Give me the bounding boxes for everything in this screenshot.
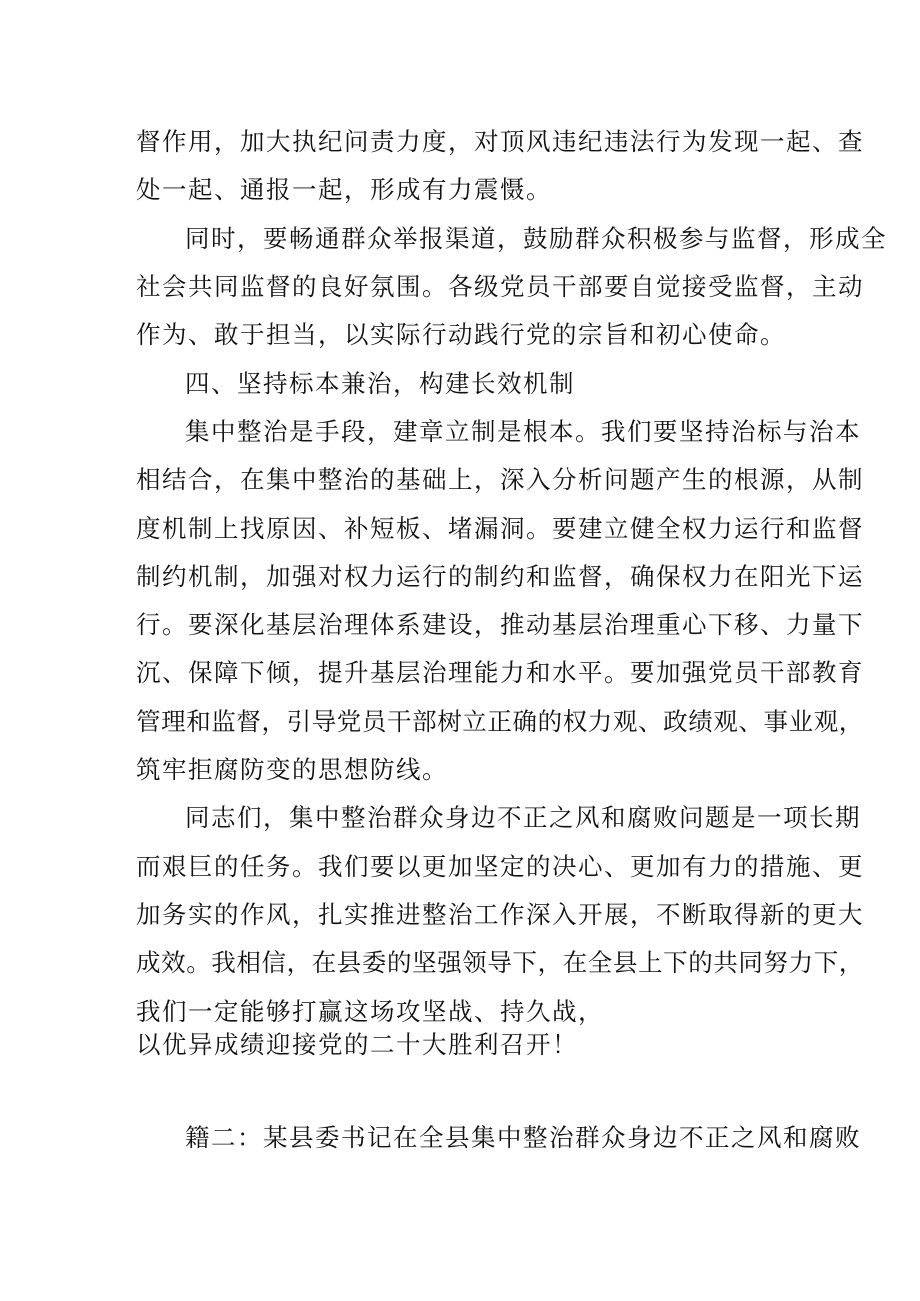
body-text-line: 相结合，在集中整治的基础上，深入分析问题产生的根源，从制 [136, 465, 864, 494]
body-text-line: 筑牢拒腐防变的思想防线。 [136, 755, 448, 784]
body-text-line: 行。要深化基层治理体系建设，推动基层治理重心下移、力量下 [136, 610, 864, 639]
body-text-line: 管理和监督，引导党员干部树立正确的权力观、政绩观、事业观， [136, 707, 864, 736]
body-text-line: 我们一定能够打赢这场攻坚战、持久战， [136, 997, 604, 1026]
body-text-line: 以优异成绩迎接党的二十大胜利召开！ [136, 1030, 578, 1059]
body-text-line: 而艰巨的任务。我们要以更加坚定的决心、更加有力的措施、更 [136, 852, 864, 881]
article-title-line: 籍二：某县委书记在全县集中整治群众身边不正之风和腐败 [185, 1123, 861, 1152]
body-text-line: 沉、保障下倾，提升基层治理能力和水平。要加强党员干部教育 [136, 658, 864, 687]
body-text-line: 制约机制，加强对权力运行的制约和监督，确保权力在阳光下运 [136, 562, 864, 591]
paragraph-start-line: 同志们，集中整治群众身边不正之风和腐败问题是一项长期 [185, 803, 861, 832]
paragraph-start-line: 同时，要畅通群众举报渠道，鼓励群众积极参与监督，形成全 [185, 224, 887, 253]
paragraph-start-line: 集中整治是手段，建章立制是根本。我们要坚持治标与治本 [185, 417, 861, 446]
body-text-line: 作为、敢于担当，以实际行动践行党的宗旨和初心使命。 [136, 320, 786, 349]
body-text-line: 成效。我相信，在县委的坚强领导下，在全县上下的共同努力下， [136, 948, 864, 977]
body-text-line: 社会共同监督的良好氛围。各级党员干部要自觉接受监督，主动 [136, 272, 864, 301]
section-heading: 四、坚持标本兼治，构建长效机制 [185, 369, 575, 398]
body-text-line: 加务实的作风，扎实推进整治工作深入开展，不断取得新的更大 [136, 900, 864, 929]
body-text-line: 处一起、通报一起，形成有力震慑。 [136, 175, 552, 204]
body-text-line: 督作用，加大执纪问责力度，对顶风违纪违法行为发现一起、查 [136, 127, 864, 156]
body-text-line: 度机制上找原因、补短板、堵漏洞。要建立健全权力运行和监督 [136, 514, 864, 543]
